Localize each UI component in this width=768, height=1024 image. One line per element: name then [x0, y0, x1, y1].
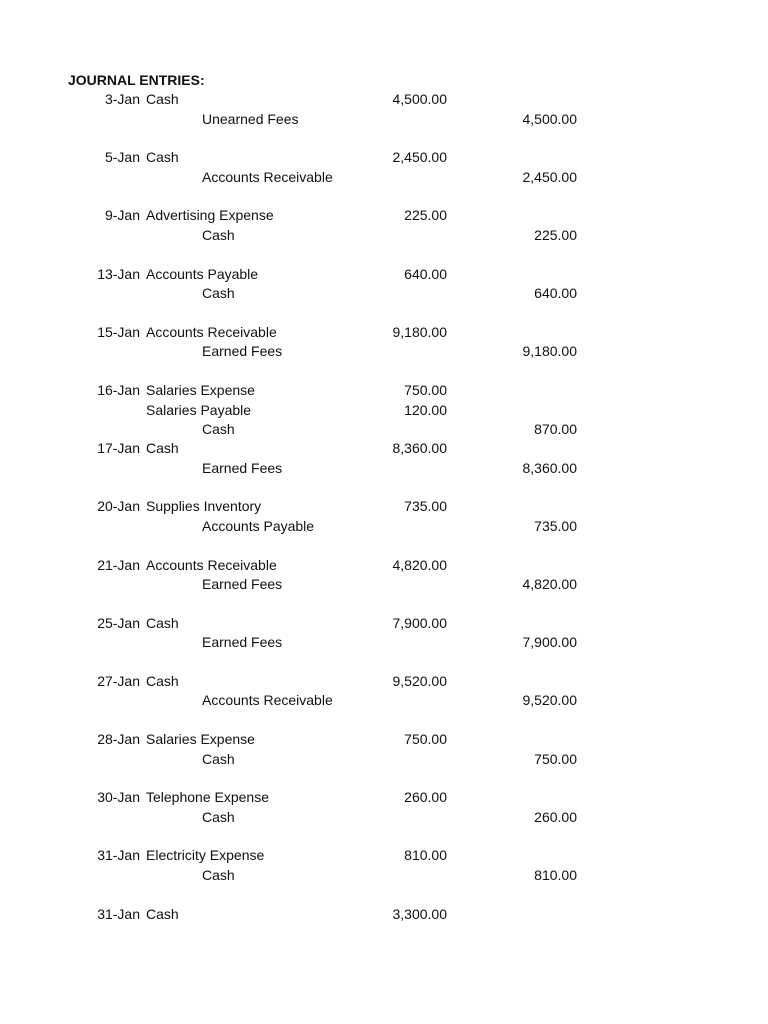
credit-amount: 225.00: [534, 226, 577, 243]
debit-account: Telephone Expense: [146, 789, 269, 806]
debit-account: Accounts Receivable: [146, 323, 277, 340]
entry-date: 28-Jan: [97, 731, 140, 748]
debit-account: Electricity Expense: [146, 847, 265, 864]
journal-entry: [0, 672, 768, 730]
debit-account: Cash: [146, 905, 179, 922]
debit-line: [0, 614, 768, 634]
credit-amount: 640.00: [534, 285, 577, 302]
page-title: JOURNAL ENTRIES:: [68, 72, 205, 88]
debit-account: Cash: [146, 672, 179, 689]
debit-line: [0, 90, 768, 110]
credit-account: Accounts Receivable: [202, 692, 333, 709]
journal-entry: [0, 439, 768, 497]
credit-account: Earned Fees: [202, 576, 283, 593]
credit-line: [0, 691, 768, 711]
entry-date: 13-Jan: [97, 265, 140, 282]
debit-amount: 9,180.00: [392, 323, 447, 340]
journal-entry: [0, 323, 768, 381]
entry-date: 15-Jan: [97, 323, 140, 340]
journal-entry: [0, 614, 768, 672]
journal-entry: [0, 148, 768, 206]
debit-account: Supplies Inventory: [146, 498, 262, 515]
journal-entry: [0, 265, 768, 323]
credit-account: Cash: [202, 867, 235, 884]
journal-entry: [0, 90, 768, 148]
debit-line: [0, 788, 768, 808]
credit-amount: 750.00: [534, 750, 577, 767]
entry-date: 31-Jan: [97, 847, 140, 864]
debit-line: [0, 381, 768, 401]
debit-amount: 120.00: [404, 401, 447, 418]
debit-line: [0, 439, 768, 459]
credit-amount: 4,500.00: [522, 110, 577, 127]
credit-amount: 4,820.00: [522, 576, 577, 593]
debit-amount: 4,500.00: [392, 91, 447, 107]
debit-line: [0, 905, 768, 925]
credit-line: [0, 808, 768, 828]
journal-entry: [0, 206, 768, 264]
journal-entry: [0, 788, 768, 846]
credit-account: Earned Fees: [202, 634, 283, 651]
debit-line: [0, 401, 768, 421]
debit-account: Advertising Expense: [146, 207, 274, 224]
credit-line: [0, 575, 768, 595]
journal-entry: [0, 381, 768, 439]
debit-amount: 2,450.00: [392, 149, 447, 166]
entry-date: 5-Jan: [104, 149, 140, 166]
debit-line: [0, 497, 768, 517]
credit-line: [0, 420, 768, 440]
credit-account: Unearned Fees: [202, 110, 299, 127]
credit-account: Earned Fees: [202, 459, 283, 476]
debit-amount: 225.00: [404, 207, 447, 224]
credit-amount: 7,900.00: [522, 634, 577, 651]
credit-amount: 9,180.00: [522, 343, 577, 360]
credit-account: Accounts Receivable: [202, 168, 333, 185]
debit-amount: 3,300.00: [392, 905, 447, 922]
debit-amount: 4,820.00: [392, 556, 447, 573]
credit-amount: 870.00: [534, 421, 577, 438]
journal-entry: [0, 556, 768, 614]
debit-line: [0, 672, 768, 692]
credit-account: Cash: [202, 421, 235, 438]
credit-amount: 2,450.00: [522, 168, 577, 185]
debit-amount: 735.00: [404, 498, 447, 515]
debit-account: Salaries Payable: [146, 401, 252, 418]
credit-amount: 9,520.00: [522, 692, 577, 709]
credit-line: [0, 866, 768, 886]
journal-entry: [0, 497, 768, 555]
debit-account: Cash: [146, 149, 179, 166]
debit-account: Salaries Expense: [146, 731, 255, 748]
entry-date: 30-Jan: [97, 789, 140, 806]
debit-amount: 810.00: [404, 847, 447, 864]
credit-account: Earned Fees: [202, 343, 283, 360]
debit-amount: 8,360.00: [392, 440, 447, 457]
debit-line: [0, 206, 768, 226]
credit-line: [0, 284, 768, 304]
debit-account: Accounts Payable: [146, 265, 259, 282]
credit-line: [0, 342, 768, 362]
credit-amount: 8,360.00: [522, 459, 577, 476]
entry-date: 16-Jan: [97, 381, 140, 398]
entry-date: 9-Jan: [104, 207, 140, 224]
entry-date: 3-Jan: [104, 91, 140, 107]
debit-amount: 7,900.00: [392, 614, 447, 631]
debit-line: [0, 556, 768, 576]
entry-date: 31-Jan: [97, 905, 140, 922]
credit-line: [0, 750, 768, 770]
entry-date: 21-Jan: [97, 556, 140, 573]
credit-line: [0, 226, 768, 246]
debit-account: Cash: [146, 440, 179, 457]
credit-amount: 260.00: [534, 808, 577, 825]
credit-amount: 810.00: [534, 867, 577, 884]
debit-line: [0, 323, 768, 343]
debit-amount: 9,520.00: [392, 672, 447, 689]
debit-amount: 260.00: [404, 789, 447, 806]
journal-entry: [0, 905, 768, 963]
journal-entries: [0, 90, 768, 963]
debit-line: [0, 730, 768, 750]
entry-date: 20-Jan: [97, 498, 140, 515]
debit-account: Salaries Expense: [146, 381, 255, 398]
credit-line: [0, 168, 768, 188]
debit-account: Accounts Receivable: [146, 556, 277, 573]
credit-account: Cash: [202, 285, 235, 302]
credit-account: Cash: [202, 226, 235, 243]
entry-date: 27-Jan: [97, 672, 140, 689]
credit-account: Cash: [202, 808, 235, 825]
credit-line: [0, 459, 768, 479]
debit-line: [0, 148, 768, 168]
debit-line: [0, 846, 768, 866]
debit-amount: 750.00: [404, 731, 447, 748]
credit-line: [0, 633, 768, 653]
credit-account: Cash: [202, 750, 235, 767]
credit-line: [0, 517, 768, 537]
debit-account: Cash: [146, 91, 179, 107]
debit-amount: 750.00: [404, 381, 447, 398]
debit-line: [0, 265, 768, 285]
debit-amount: 640.00: [404, 265, 447, 282]
entry-date: 25-Jan: [97, 614, 140, 631]
debit-account: Cash: [146, 614, 179, 631]
credit-amount: 735.00: [534, 517, 577, 534]
journal-entry: [0, 730, 768, 788]
journal-entry: [0, 846, 768, 904]
credit-line: [0, 110, 768, 130]
entry-date: 17-Jan: [97, 440, 140, 457]
credit-account: Accounts Payable: [202, 517, 315, 534]
